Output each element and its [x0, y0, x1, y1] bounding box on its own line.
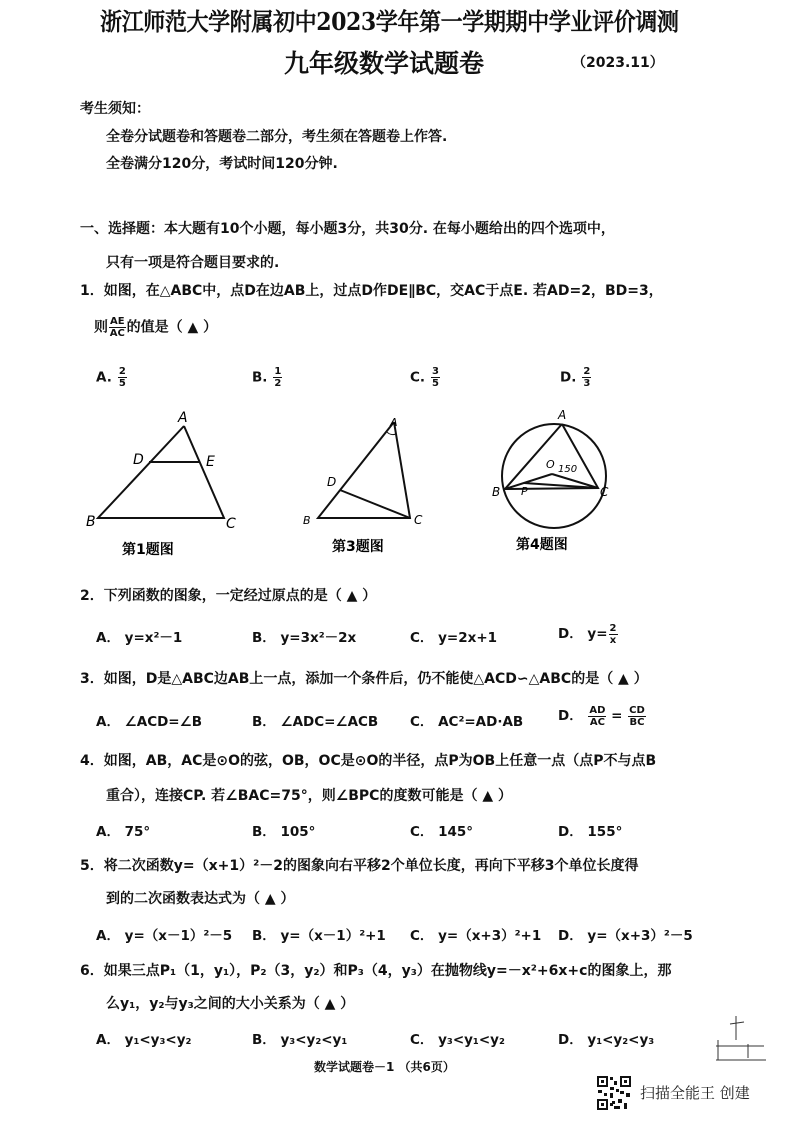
school-exam-title: 浙江师范大学附属初中2023学年第一学期期中学业评价调测: [100, 7, 679, 36]
q2-option-d: D． y= $\frac{2}{x}$: [558, 622, 617, 646]
scanner-brand: 扫描全能王 创建: [640, 1084, 750, 1102]
question-2-stem: 2．下列函数的图象，一定经过原点的是（ ▲ ）: [80, 588, 377, 604]
exam-date: （2023.11）: [572, 55, 664, 71]
figure-3-triangle: [318, 422, 410, 518]
figure-3-segment-cd: [340, 490, 410, 518]
question-6-stem-2: 么y₁，y₂与y₃之间的大小关系为（ ▲ ）: [106, 996, 355, 1012]
q1-fraction: [109, 316, 126, 339]
question-1-stem: 1．如图，在△ABC中，点D在边AB上，过点D作DE∥BC，交AC于点E. 若AD=2，BD=3，: [80, 283, 663, 299]
fig4-label-b: B: [492, 485, 501, 499]
question-1-stem-2: [94, 316, 217, 339]
fig3-label-d: D: [327, 475, 337, 489]
q1-option-a: A. $\frac{2}{5}$: [96, 366, 126, 389]
figure-3: [318, 422, 410, 518]
q5-option-b: B． y=（x－1）²+1: [252, 928, 386, 944]
notice-heading: 考生须知：: [80, 101, 150, 117]
question-5-stem: 5．将二次函数y=（x+1）²－2的图象向右平移2个单位长度，再向下平移3个单位长度得: [80, 858, 639, 874]
figures-area: [0, 400, 794, 570]
q1-option-c: C. $\frac{3}{5}$: [410, 366, 440, 389]
fig3-label-b: B: [303, 514, 311, 527]
q4-option-a: A． 75°: [96, 824, 151, 840]
figure-1: [98, 426, 224, 518]
fig4-caption: 第4题图: [516, 537, 568, 553]
q1-stem-suffix: 的值是（ ▲ ）: [126, 319, 218, 336]
q2-option-b: B． y=3x²－2x: [252, 630, 357, 646]
notice-line-2: 全卷满分120分，考试时间120分钟.: [106, 156, 338, 172]
q3-option-b: B． ∠ADC=∠ACB: [252, 714, 379, 730]
q1-stem-prefix: 则: [94, 319, 108, 336]
figure-1-triangle: [98, 426, 224, 518]
q5-option-a: A． y=（x－1）²－5: [96, 928, 233, 944]
q2-option-c: C． y=2x+1: [410, 630, 498, 646]
qr-code-icon: [596, 1075, 632, 1111]
question-4-stem-2: 重合），连接CP. 若∠BAC=75°，则∠BPC的度数可能是（ ▲ ）: [106, 788, 512, 804]
question-5-stem-2: 到的二次函数表达式为（ ▲ ）: [106, 891, 295, 907]
section-heading-line-2: 只有一项是符合题目要求的.: [106, 255, 280, 271]
pencil-scribble: [704, 1010, 774, 1066]
q5-option-d: D． y=（x+3）²－5: [558, 928, 693, 944]
question-6-stem: 6．如果三点P₁（1，y₁），P₂（3，y₂）和P₃（4，y₃）在抛物线y=－x²+6x+c的图象上，那: [80, 963, 672, 979]
q6-option-d: D． y₁<y₂<y₃: [558, 1032, 655, 1048]
notice-line-1: 全卷分试题卷和答题卷二部分，考生须在答题卷上作答.: [106, 129, 448, 145]
fig1-label-e: E: [206, 454, 215, 470]
q1-fraction-numerator: AE: [110, 316, 125, 327]
fig1-label-a: A: [178, 410, 188, 426]
q1-fraction-denominator: AC: [109, 328, 125, 339]
section-heading: 一、选择题：本大题有10个小题，每小题3分，共30分. 在每小题给出的四个选项中，: [80, 221, 615, 237]
q3-option-a: A． ∠ACD=∠B: [96, 714, 203, 730]
figure-4: [502, 424, 606, 528]
page-footer: 数学试题卷－1 （共6页）: [314, 1060, 455, 1074]
q3-option-c: C． AC²=AD·AB: [410, 714, 524, 730]
q6-option-a: A． y₁<y₃<y₂: [96, 1032, 192, 1048]
q5-option-c: C． y=（x+3）²+1: [410, 928, 542, 944]
question-4-stem: 4．如图，AB，AC是⊙O的弦，OB，OC是⊙O的半径，点P为OB上任意一点（点P不与点B: [80, 753, 657, 769]
q4-option-d: D． 155°: [558, 824, 623, 840]
q6-option-c: C． y₃<y₁<y₂: [410, 1032, 505, 1048]
q1-option-d: D. $\frac{2}{3}$: [560, 366, 591, 389]
q2-option-a: A． y=x²－1: [96, 630, 183, 646]
fig1-label-c: C: [226, 516, 236, 532]
fig4-label-a: A: [558, 408, 567, 422]
q6-option-b: B． y₃<y₂<y₁: [252, 1032, 348, 1048]
question-3-stem: 3．如图，D是△ABC边AB上一点，添加一个条件后，仍不能使△ACD∽△ABC的是（ ▲ ）: [80, 671, 648, 687]
q4-option-c: C． 145°: [410, 824, 474, 840]
fig4-label-o: O: [546, 458, 555, 471]
q1-option-b: B. $\frac{1}{2}$: [252, 366, 282, 389]
q3-option-d: D． $\frac{AD}{AC}$ = $\frac{CD}{BC}$: [558, 704, 645, 728]
fig4-label-c: C: [600, 485, 609, 499]
q4-option-b: B． 105°: [252, 824, 316, 840]
page-title: 九年级数学试题卷: [284, 49, 485, 78]
fig1-label-b: B: [86, 514, 96, 530]
fig4-angle-label: 150: [558, 464, 578, 475]
fig1-caption: 第1题图: [122, 542, 174, 558]
fig3-label-c: C: [414, 513, 423, 527]
fig3-caption: 第3题图: [332, 539, 384, 555]
fig4-label-p: P: [521, 485, 528, 498]
fig3-label-a: A: [390, 416, 398, 429]
fig1-label-d: D: [133, 452, 144, 468]
